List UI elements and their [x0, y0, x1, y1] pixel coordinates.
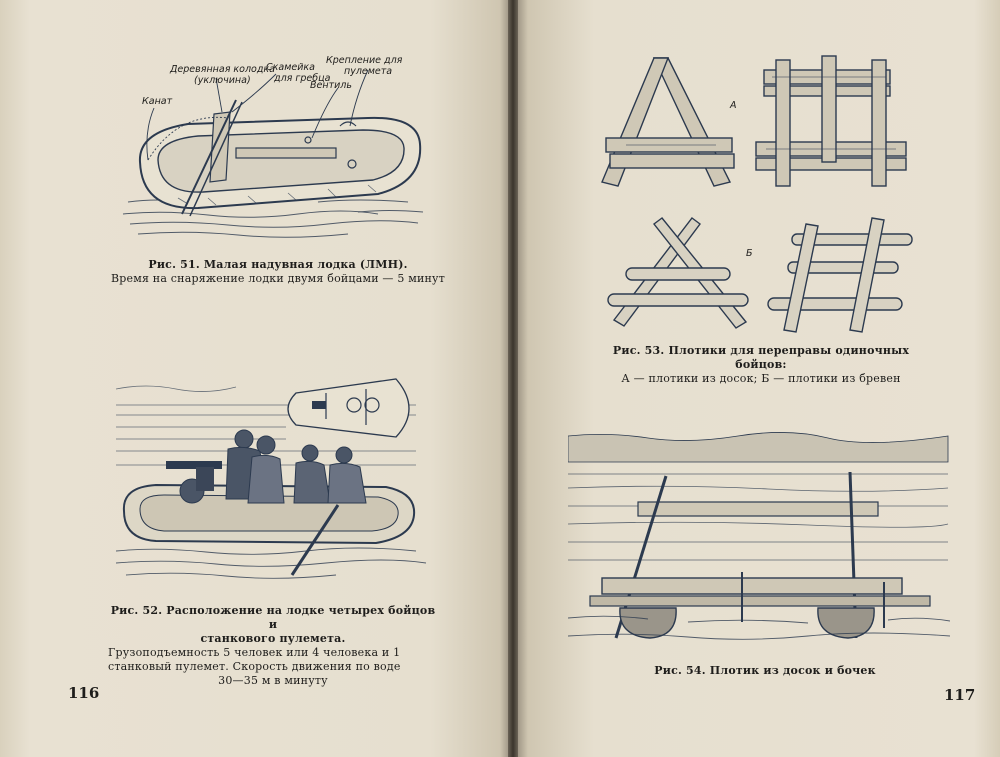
label-ventil: Вентиль [310, 80, 352, 91]
fig53-caption-text: А — плотики из досок; Б — плотики из бревен [621, 372, 901, 385]
label-kolodka-2: (уключина) [194, 75, 251, 86]
label-kolodka: Деревянная колодка [170, 64, 275, 75]
page-number-left: 116 [68, 684, 100, 702]
fig53-label-b: Б [746, 248, 753, 259]
fig53-caption [596, 344, 926, 386]
fig51-caption [88, 258, 468, 286]
fig54-caption [600, 664, 930, 678]
fig52-caption-line1: Грузоподъемность 5 человек или 4 человека и 1 [108, 646, 401, 659]
label-skameika: Скамейка [266, 62, 315, 73]
fig51-caption-text: Время на снаряжение лодки двумя бойцами — 5 минут [110, 272, 446, 285]
fig52-soldiers-boat-illustration [116, 375, 428, 587]
fig51-boat-illustration [118, 52, 438, 252]
fig53-rafts-illustration [596, 50, 926, 340]
fig54-barrel-raft-illustration [568, 432, 950, 654]
fig52-caption-title-2: станкового пулемета. [200, 632, 346, 645]
fig52-caption-line3: 30—35 м в минуту [218, 674, 328, 687]
label-skameika-2: для гребца [274, 73, 331, 84]
label-kanat: Канат [142, 96, 173, 107]
page-number-right: 117 [944, 686, 976, 704]
fig52-caption-line2: станковый пулемет. Скорость движения по воде [108, 660, 401, 673]
fig51-caption-title: Рис. 51. Малая надувная лодка (ЛМН). [148, 258, 408, 271]
fig54-caption-title: Рис. 54. Плотик из досок и бочек [654, 664, 876, 677]
fig52-caption [108, 604, 438, 688]
fig53-label-a: А [730, 100, 737, 111]
label-kreplenie: Крепление для [326, 55, 403, 66]
fig53-caption-title: Рис. 53. Плотики для переправы одиночных бойцов: [612, 344, 910, 371]
label-kreplenie-2: пулемета [344, 66, 393, 77]
book-gutter [508, 0, 518, 757]
fig52-caption-title: Рис. 52. Расположение на лодке четырех бойцов и [110, 604, 436, 631]
